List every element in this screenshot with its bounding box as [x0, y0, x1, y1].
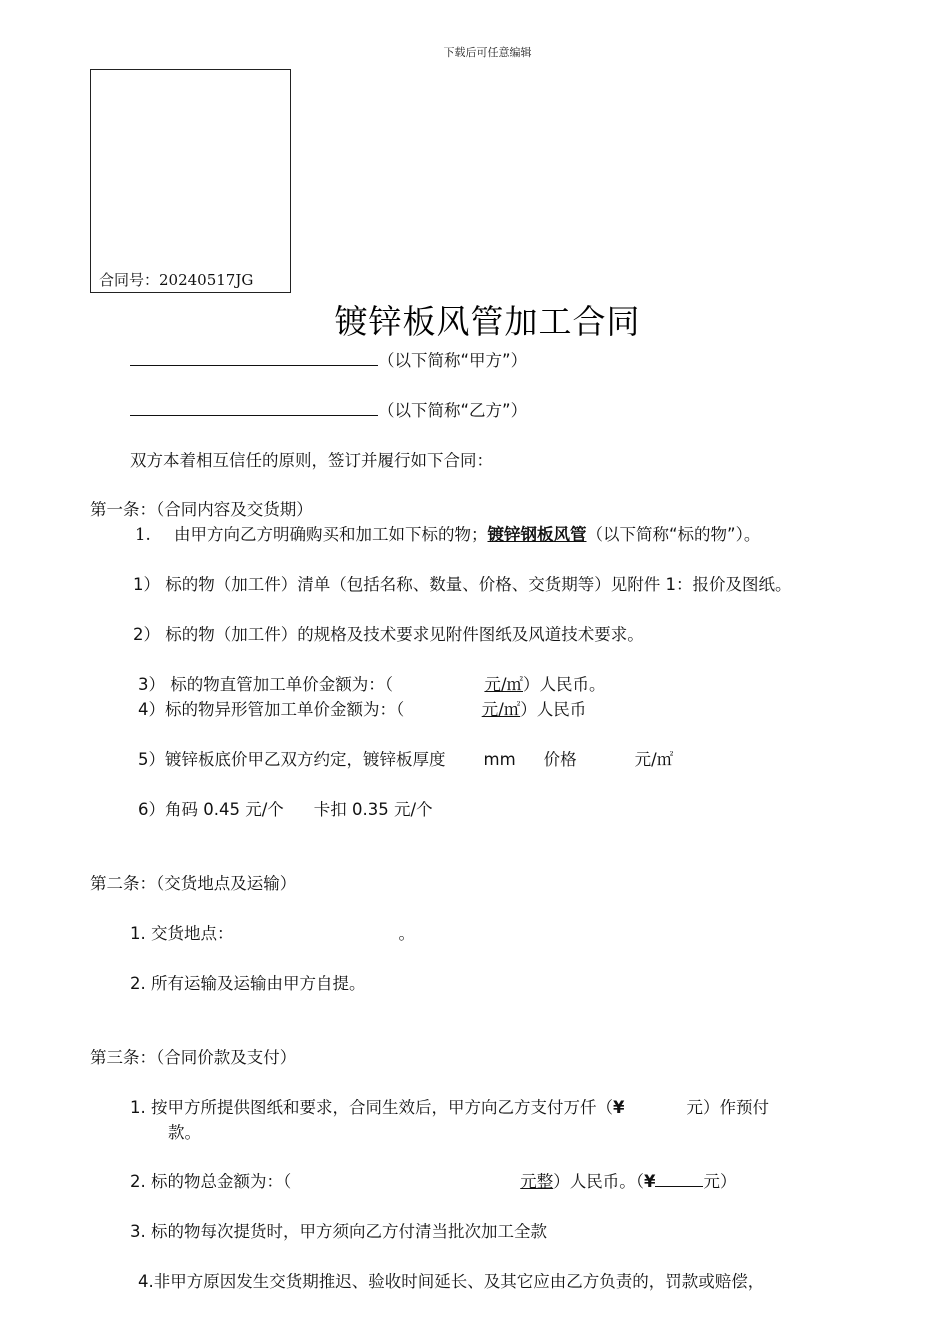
article2-heading: 第二条：（交货地点及运输） [90, 874, 297, 893]
sub6-clip: 卡扣 0.35 元/个 [313, 800, 433, 819]
item-number: 1. [135, 525, 151, 544]
article3-item1 [130, 1094, 769, 1118]
article1-sub4 [138, 696, 586, 720]
sub4-suffix: ）人民币 [520, 700, 587, 719]
party-b-blank[interactable] [130, 415, 378, 416]
party-b-line [130, 397, 527, 421]
party-b-suffix: （以下简称“乙方”） [378, 401, 528, 420]
party-a-line [130, 347, 527, 371]
item1-suffix: （以下简称“标的物”）。 [586, 525, 761, 544]
total-yen-suffix: 元） [703, 1172, 737, 1191]
sub5-unit: 元/㎡ [634, 750, 674, 769]
sub5-text: 5）镀锌板底价甲乙双方约定，镀锌板厚度 [138, 750, 446, 769]
sub4-unit-blank[interactable]: 元/㎡ [481, 700, 521, 719]
total-amount-label: 2. 标的物总金额为：（ [130, 1172, 292, 1191]
document-title: 镀锌板风管加工合同 [334, 302, 641, 341]
yen-sign: ¥ [613, 1098, 625, 1117]
article3-item4: 4.非甲方原因发生交货期推迟、验收时间延长、及其它应由乙方负责的，罚款或赔偿， [138, 1272, 765, 1291]
article3-item2 [130, 1168, 736, 1192]
article1-sub2: 2） 标的物（加工件）的规格及技术要求见附件图纸及风道技术要求。 [133, 625, 644, 644]
photo-box [90, 69, 291, 293]
delivery-location-label: 1. 交货地点： [130, 924, 234, 943]
article1-sub1: 1） 标的物（加工件）清单（包括名称、数量、价格、交货期等）见附件 1：报价及图纸。 [133, 575, 792, 594]
article3-item3: 3. 标的物每次提货时，甲方须向乙方付清当批次加工全款 [130, 1222, 547, 1241]
article3-item1-cont: 款。 [168, 1123, 201, 1142]
item1-text: 由甲方向乙方明确购买和加工如下标的物； [174, 525, 488, 544]
yen-sign: ¥ [644, 1172, 656, 1191]
prepayment-text: 1. 按甲方所提供图纸和要求，合同生效后，甲方向乙方支付万仟（ [130, 1098, 613, 1117]
article3-heading: 第三条：（合同价款及支付） [90, 1048, 297, 1067]
article1-heading: 第一条：（合同内容及交货期） [90, 500, 313, 519]
sub3-suffix: ）人民币。 [523, 675, 606, 694]
party-a-suffix: （以下简称“甲方”） [378, 351, 528, 370]
product-name: 镀锌钢板风管 [487, 525, 587, 544]
header-note: 下载后可任意编辑 [443, 46, 532, 59]
sub3-text: 3） 标的物直管加工单价金额为：（ [138, 675, 393, 694]
sub5-mm: mm [483, 750, 516, 769]
total-amount-blank[interactable]: 元整 [520, 1172, 554, 1191]
sub5-price: 价格 [543, 750, 577, 769]
sub6-corner: 6）角码 0.45 元/个 [138, 800, 284, 819]
contract-number: 合同号：20240517JG [99, 271, 254, 289]
article2-item2: 2. 所有运输及运输由甲方自提。 [130, 974, 366, 993]
article1-sub5 [138, 746, 673, 770]
article1-sub6 [138, 796, 433, 820]
prepayment-suffix: 元）作预付 [686, 1098, 769, 1117]
total-amount-suffix: ）人民币。（ [553, 1172, 644, 1191]
sub3-unit-blank[interactable]: 元/㎡ [484, 675, 523, 694]
article1-item1 [135, 521, 760, 545]
preamble: 双方本着相互信任的原则，签订并履行如下合同： [130, 451, 493, 470]
article2-item1 [130, 920, 415, 944]
total-yen-blank[interactable] [655, 1186, 703, 1187]
sub4-text: 4）标的物异形管加工单价金额为：（ [138, 700, 405, 719]
article1-sub3 [138, 671, 606, 695]
delivery-location-end: 。 [398, 924, 415, 943]
party-a-blank[interactable] [130, 365, 378, 366]
